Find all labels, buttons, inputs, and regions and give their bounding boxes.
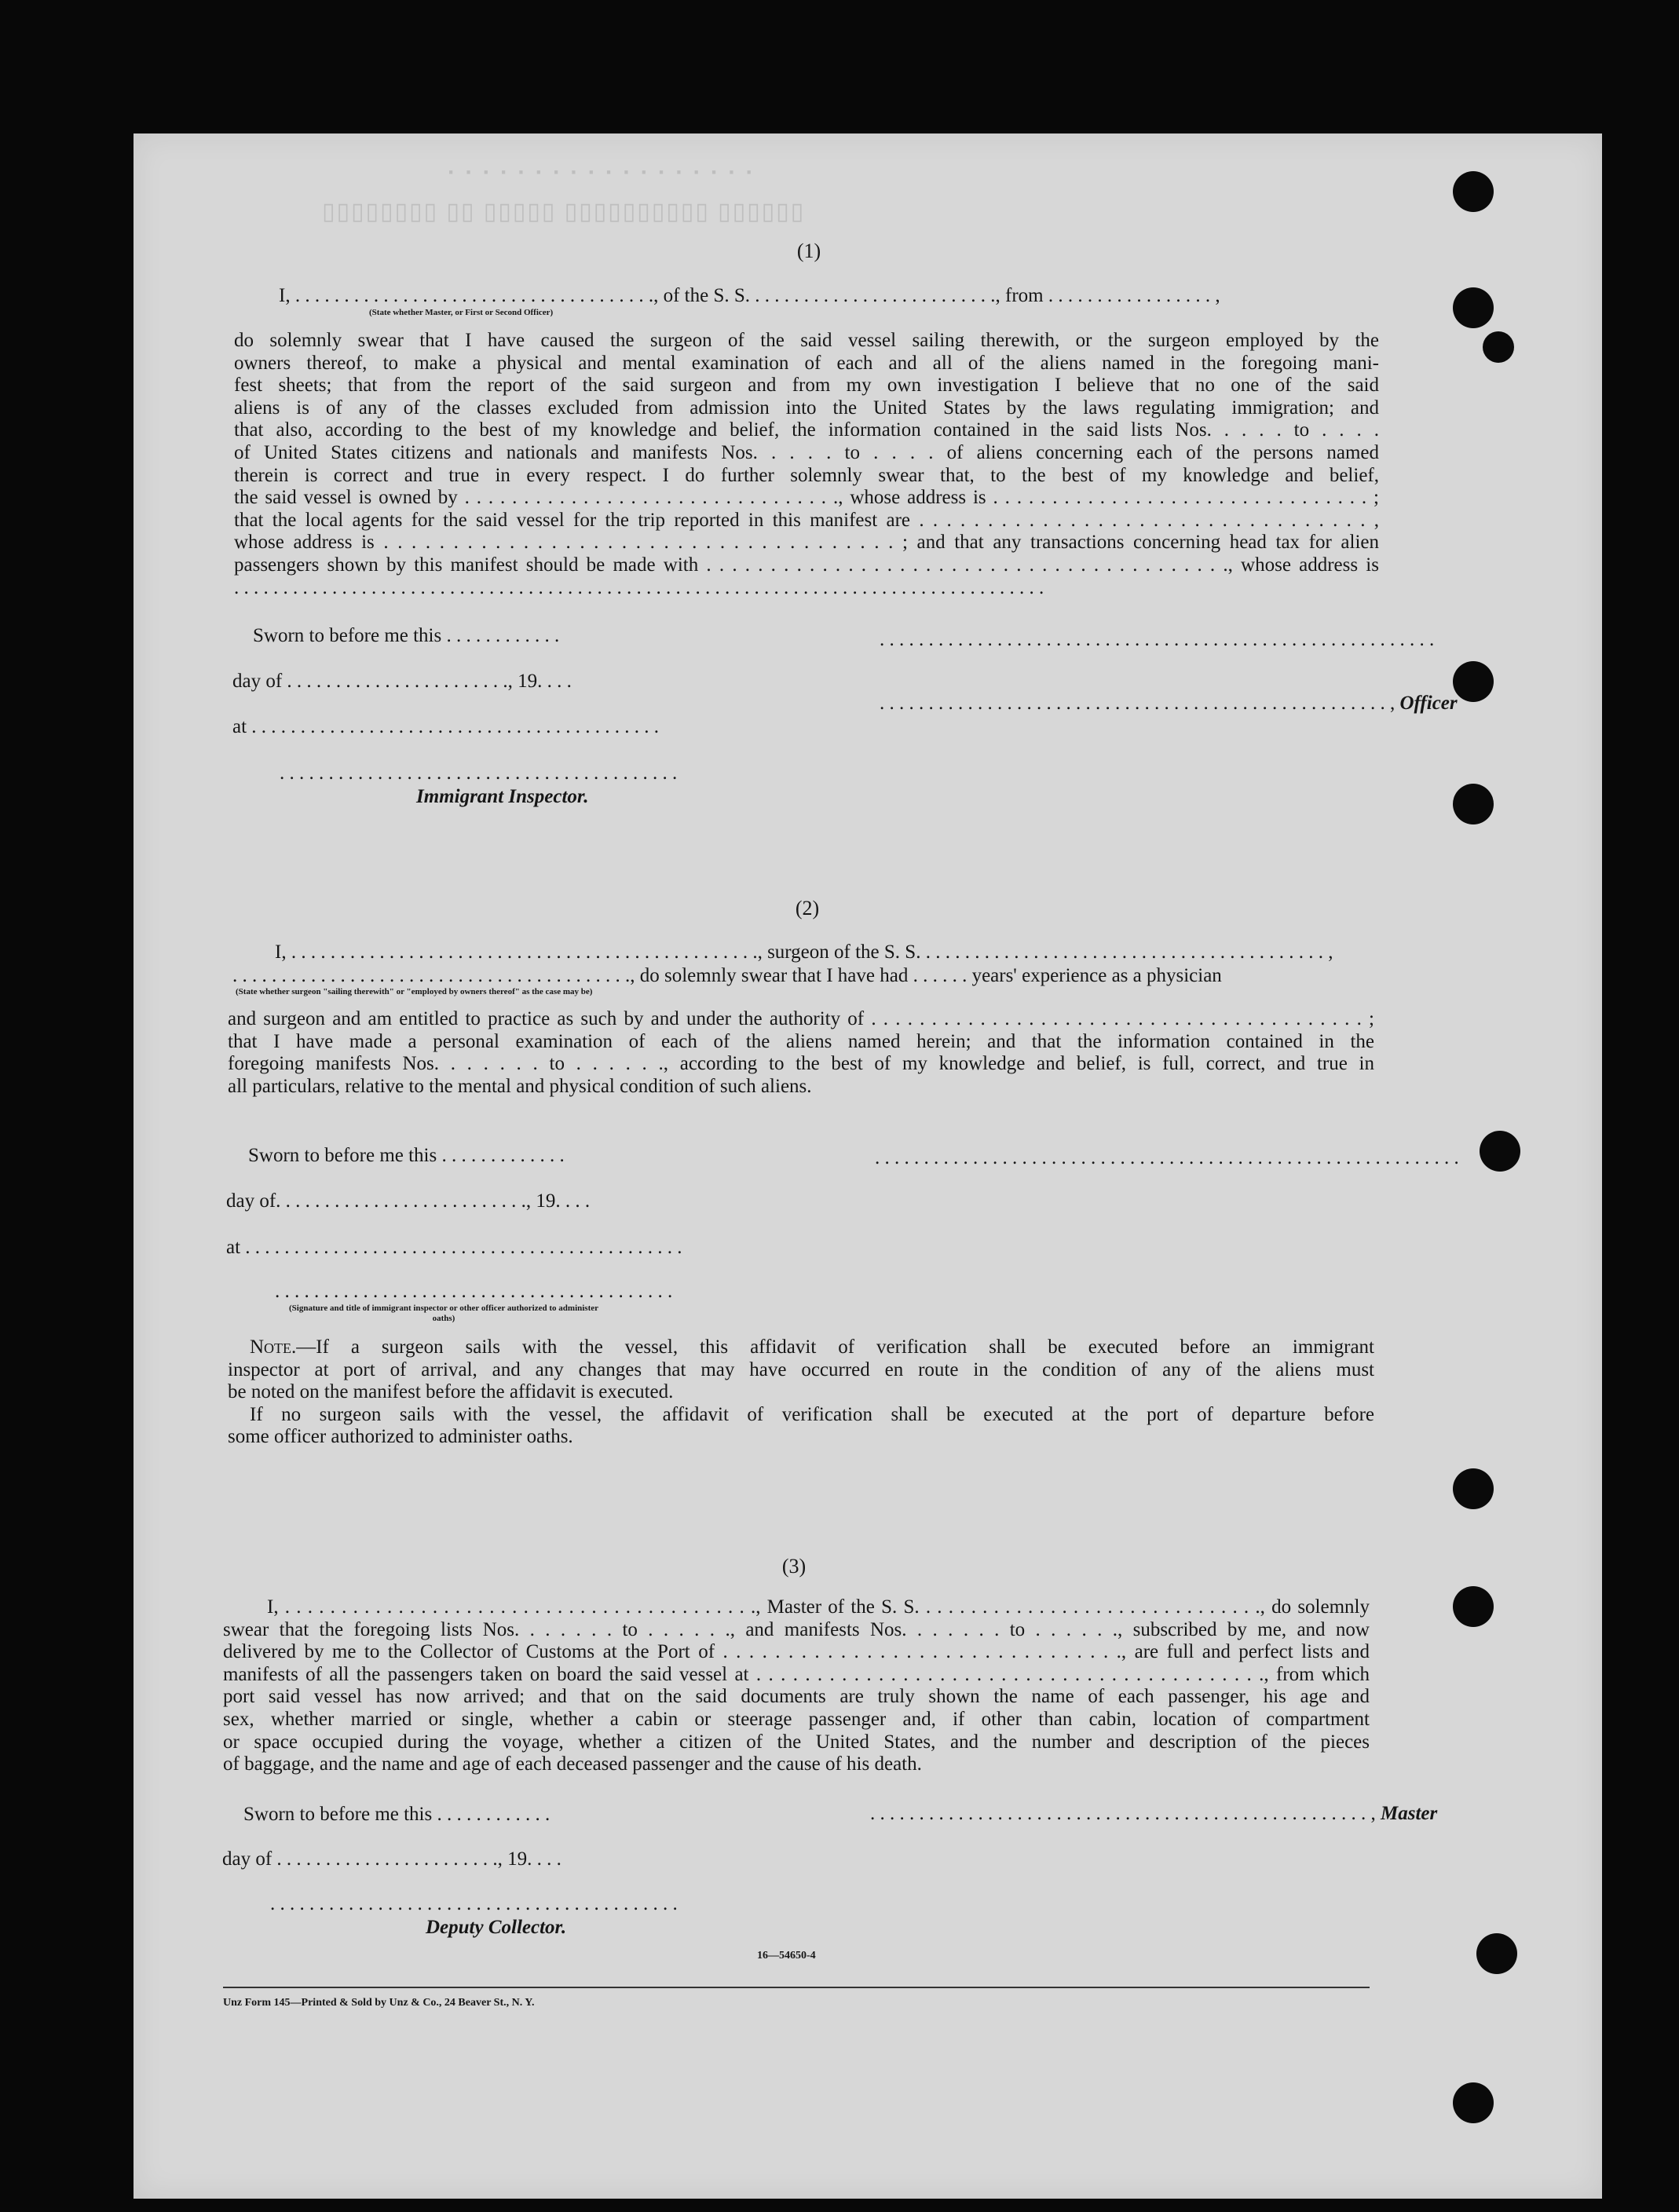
- officer-line: . . . . . . . . . . . . . . . . . . . . . . . . . . . . . . . . . . . . . . . . . . . . . . . . . . . . ,: [880, 693, 1396, 714]
- binder-hole: [1480, 1131, 1520, 1172]
- master-line: . . . . . . . . . . . . . . . . . . . . . . . . . . . . . . . . . . . . . . . . . . . . . . . . . . . ,: [870, 1803, 1376, 1824]
- section-1-number: (1): [796, 239, 821, 262]
- section-1-body-line: that the local agents for the said vessel for the trip reported in this manifest are . . . . . . . . . . . . . . . . . . . . . . . . . . . . . . . . . ,: [234, 509, 1379, 531]
- section-2-inspector-dots: . . . . . . . . . . . . . . . . . . . . . . . . . . . . . . . . . . . . . . . . .: [275, 1281, 673, 1302]
- master-title: Master: [1381, 1803, 1438, 1824]
- section-3-number: (3): [781, 1555, 807, 1578]
- section-3-sworn: Sworn to before me this . . . . . . . . . . . .: [243, 1804, 551, 1825]
- section-1-body-line: owners thereof, to make a physical and mental examination of each and all of the aliens named in the foregoing mani-: [234, 352, 1379, 374]
- section-2-number: (2): [795, 897, 820, 920]
- section-1-inspector-dots: . . . . . . . . . . . . . . . . . . . . . . . . . . . . . . . . . . . . . . . . .: [280, 762, 678, 784]
- binder-hole: [1483, 331, 1514, 363]
- section-2-line-2: . . . . . . . . . . . . . . . . . . . . . . . . . . . . . . . . . . . . . . . . ., do solemnly swear that I have had . . . . . . years' experience as a physician: [232, 965, 1222, 986]
- binder-hole: [1453, 1468, 1494, 1509]
- section-3-body-line: port said vessel has now arrived; and that on the said documents are truly shown the name of each passenger, his age and: [223, 1686, 1370, 1708]
- section-3-collector-dots: . . . . . . . . . . . . . . . . . . . . . . . . . . . . . . . . . . . . . . . . . .: [270, 1893, 678, 1914]
- section-2-signature-line: . . . . . . . . . . . . . . . . . . . . . . . . . . . . . . . . . . . . . . . . . . . . . . . . . . . . . . . . . . . .: [875, 1147, 1459, 1168]
- binder-hole: [1476, 1933, 1517, 1974]
- section-2-body-line: all particulars, relative to the mental and physical condition of such aliens.: [228, 1075, 812, 1097]
- section-1-body: [234, 330, 1379, 599]
- note-line: If no surgeon sails with the vessel, the affidavit of verification shall be executed at the port of departure before: [250, 1403, 1374, 1425]
- section-1-body-line: do solemnly swear that I have caused the surgeon of the said vessel sailing therewith, or the surgeon employed by the: [234, 330, 1379, 351]
- section-1-inspector-title: Immigrant Inspector.: [416, 786, 589, 807]
- note-line: [228, 1336, 1374, 1359]
- section-1-sworn: Sworn to before me this . . . . . . . . . . . .: [253, 625, 560, 646]
- section-1-body-line: therein is correct and true in every respect. I do further solemnly swear that, to the best of my knowledge and belief,: [234, 464, 1379, 486]
- section-3-collector-title: Deputy Collector.: [426, 1917, 567, 1938]
- printer-imprint: Unz Form 145—Printed & Sold by Unz & Co., 24 Beaver St., N. Y.: [223, 1997, 535, 2009]
- section-2-inspector-note: (Signature and title of immigrant inspector or other officer authorized to administer oaths): [288, 1303, 599, 1323]
- section-3-body-line: swear that the foregoing lists Nos. . . . . . . to . . . . . ., and manifests Nos. . . . . . . to . . . . . ., subscribed by me, and now: [223, 1618, 1370, 1640]
- section-1-oath-line: I, . . . . . . . . . . . . . . . . . . . . . . . . . . . . . . . . . . . . ., of the S. S. . . . . . . . . . . . . . . . . . . . . . . . . ., from . . . . . . . . . . . . . . . . . ,: [279, 285, 1220, 306]
- footer-rule: [223, 1987, 1370, 1988]
- section-1-body-line: that also, according to the best of my knowledge and belief, the information contained in the said lists Nos. . . . . to . . . .: [234, 419, 1379, 441]
- note-line: inspector at port of arrival, and any changes that may have occurred en route in the condition of any of the aliens must: [228, 1358, 1374, 1380]
- section-2-body: [228, 1008, 1374, 1098]
- section-2-body-line: and surgeon and am entitled to practice as such by and under the authority of . . . . . . . . . . . . . . . . . . . . . . . . . . . . . . . . . . . . . . . . . ;: [228, 1008, 1374, 1029]
- section-1-body-line: of United States citizens and nationals and manifests Nos. . . . . to . . . . of aliens concerning each of the persons named: [234, 441, 1379, 463]
- section-2-at: at . . . . . . . . . . . . . . . . . . . . . . . . . . . . . . . . . . . . . . . . . . . . .: [226, 1237, 682, 1258]
- binder-hole: [1453, 784, 1494, 824]
- note-line: some officer authorized to administer oaths.: [228, 1426, 573, 1448]
- section-3-body-line: of baggage, and the name and age of each deceased passenger and the cause of his death.: [223, 1753, 922, 1775]
- section-3-body-line: delivered by me to the Collector of Customs at the Port of . . . . . . . . . . . . . . . . . . . . . . . . . . . . . . ., are full and perfect lists and: [223, 1641, 1370, 1663]
- section-2-body-line: that I have made a personal examination of each of the aliens named herein; and that the information contained in the: [228, 1030, 1374, 1052]
- section-3-master-signature: [870, 1803, 1437, 1825]
- section-3-body-line: I, . . . . . . . . . . . . . . . . . . . . . . . . . . . . . . . . . . . . . . . . . ., Master of the S. S. . . . . . . . . . . . . . . . . . . . . . . . . . . . . . ., do solemnly: [267, 1596, 1370, 1618]
- section-1-at: at . . . . . . . . . . . . . . . . . . . . . . . . . . . . . . . . . . . . . . . . . .: [232, 716, 660, 737]
- section-1-oath-note: (State whether Master, or First or Second Officer): [369, 308, 554, 317]
- binder-hole: [1453, 2082, 1494, 2123]
- section-1-body-line: passengers shown by this manifest should be made with . . . . . . . . . . . . . . . . . . . . . . . . . . . . . . . . . . . . . . . . ., whose address is: [234, 554, 1379, 576]
- section-1-officer-signature: [880, 693, 1458, 715]
- binder-hole: [1453, 171, 1494, 212]
- section-3-body: [223, 1596, 1370, 1776]
- bleed-through-header: · · · · · · · · · · · · · · · · · · ▯▯▯▯▯▯▯▯ ▯▯ ▯▯▯▯▯ ▯▯▯▯▯▯▯▯▯▯ ▯▯▯▯▯▯: [322, 159, 806, 225]
- section-1-body-line: the said vessel is owned by . . . . . . . . . . . . . . . . . . . . . . . . . . . . . . . ., whose address is . . . . . . . . . . . . . . . . . . . . . . . . . . . . . . . . ;: [234, 487, 1379, 509]
- section-3-body-line: sex, whether married or single, whether a cabin or steerage passenger and, if other than cabin, location of compartment: [223, 1708, 1370, 1730]
- section-3-day-of: day of . . . . . . . . . . . . . . . . . . . . . . ., 19. . . .: [222, 1848, 561, 1870]
- section-1-body-line: . . . . . . . . . . . . . . . . . . . . . . . . . . . . . . . . . . . . . . . . . . . . . . . . . . . . . . . . . . . . . . . . . . . . . . . . . . . . . . . . . . .: [234, 576, 1044, 598]
- section-2-line-1: I, . . . . . . . . . . . . . . . . . . . . . . . . . . . . . . . . . . . . . . . . . . . . . . . ., surgeon of the S. S. . . . . . . . . . . . . . . . . . . . . . . . . . . . . . . . . . . . . . . . . . ,: [275, 941, 1333, 963]
- section-1-signature-line: . . . . . . . . . . . . . . . . . . . . . . . . . . . . . . . . . . . . . . . . . . . . . . . . . . . . . . . . .: [880, 629, 1435, 650]
- note-line: be noted on the manifest before the affidavit is executed.: [228, 1381, 674, 1403]
- officer-title: Officer: [1399, 693, 1458, 714]
- section-2-line-2-note: (State whether surgeon "sailing therewith" or "employed by owners thereof" as the case may be): [236, 987, 593, 996]
- section-3-body-line: manifests of all the passengers taken on board the said vessel at . . . . . . . . . . . . . . . . . . . . . . . . . . . . . . . . . . . . . . . . . ., from which: [223, 1663, 1370, 1685]
- section-2-day-of: day of. . . . . . . . . . . . . . . . . . . . . . . . . ., 19. . . .: [226, 1190, 591, 1212]
- section-2-sworn: Sworn to before me this . . . . . . . . . . . . .: [248, 1145, 565, 1166]
- note-text: —If a surgeon sails with the vessel, this affidavit of verification shall be executed before an immigrant: [296, 1336, 1374, 1358]
- binder-hole: [1453, 661, 1494, 702]
- section-2-note: [228, 1336, 1374, 1449]
- binder-hole: [1453, 1586, 1494, 1627]
- section-2-body-line: foregoing manifests Nos. . . . . . . to . . . . . ., according to the best of my knowledge and belief, is full, correct, and true in: [228, 1053, 1374, 1075]
- section-1-body-line: whose address is . . . . . . . . . . . . . . . . . . . . . . . . . . . . . . . . . . . . . ; and that any transactions concerning head tax for alien: [234, 532, 1379, 554]
- binder-hole: [1453, 287, 1494, 328]
- note-label: Note.: [250, 1336, 297, 1358]
- section-1-day-of: day of . . . . . . . . . . . . . . . . . . . . . . ., 19. . . .: [232, 671, 572, 692]
- section-1-body-line: fest sheets; that from the report of the said surgeon and from my own investigation I believe that no one of the said: [234, 375, 1379, 397]
- section-3-body-line: or space occupied during the voyage, whether a citizen of the United States, and the number and description of the pieces: [223, 1731, 1370, 1753]
- section-1-body-line: aliens is of any of the classes excluded from admission into the United States by the laws regulating immigration; and: [234, 397, 1379, 419]
- form-code: 16—54650-4: [757, 1950, 816, 1962]
